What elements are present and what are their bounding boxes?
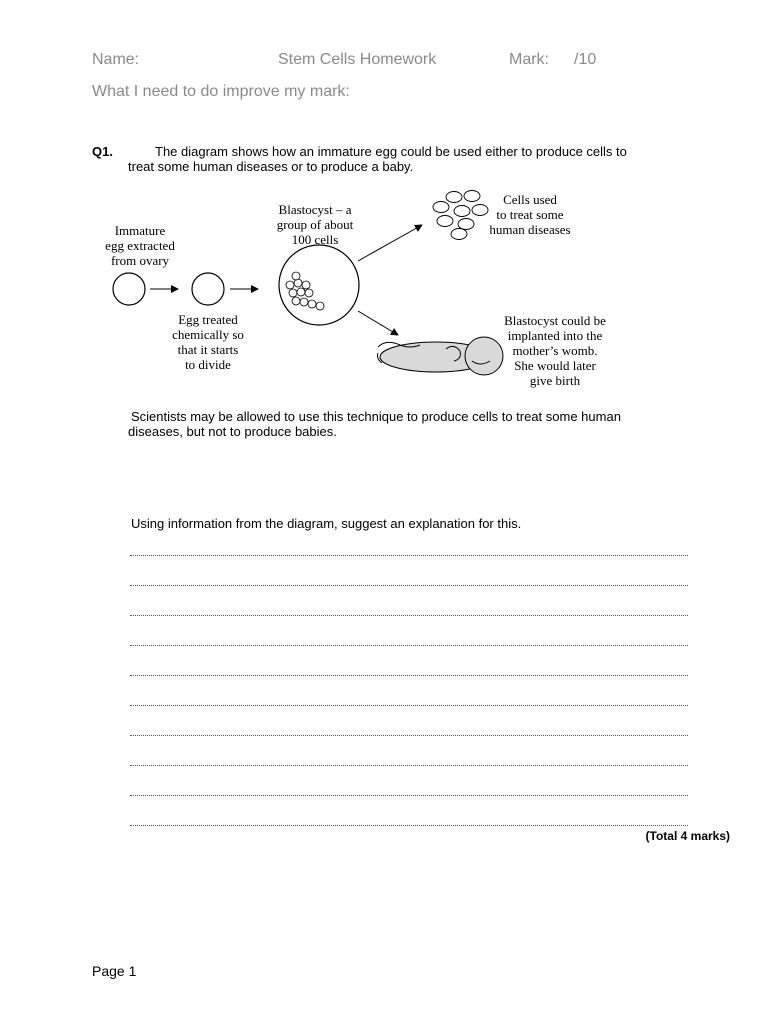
question-intro-line2: treat some human diseases or to produce a baby. (128, 159, 414, 174)
label-cells-used: Cells used to treat some human diseases (489, 192, 571, 237)
treated-egg-cell (192, 273, 224, 305)
answer-line[interactable] (130, 614, 688, 616)
label-blastocyst: Blastocyst – a group of about 100 cells (276, 202, 354, 247)
answer-line[interactable] (130, 824, 688, 826)
mark-label: Mark: (509, 51, 549, 68)
answer-line[interactable] (130, 704, 688, 706)
page-number: Page 1 (92, 963, 137, 979)
immature-egg-cell (113, 273, 145, 305)
label-implanted: Blastocyst could be implanted into the mother’s womb. She would later give birth (504, 313, 606, 388)
question-intro-line1: The diagram shows how an immature egg could be used either to produce cells to (155, 144, 627, 159)
improve-label: What I need to do improve my mark: (92, 83, 350, 100)
blastocyst (279, 245, 359, 325)
page-title: Stem Cells Homework (278, 51, 437, 68)
answer-line[interactable] (130, 584, 688, 586)
label-egg-treated: Egg treated chemically so that it starts to divide (172, 312, 244, 372)
answer-line[interactable] (130, 794, 688, 796)
answer-line[interactable] (130, 554, 688, 556)
name-label: Name: (92, 51, 140, 68)
statement-line1: Scientists may be allowed to use this technique to produce cells to treat some human (131, 409, 621, 424)
statement-line2: diseases, but not to produce babies. (128, 424, 337, 439)
answer-line[interactable] (130, 734, 688, 736)
arrow-to-treatment-cells (358, 225, 422, 261)
answer-line[interactable] (130, 674, 688, 676)
question-prompt: Using information from the diagram, suggest an explanation for this. (131, 516, 522, 531)
answer-line[interactable] (130, 764, 688, 766)
mark-total: /10 (574, 51, 597, 68)
baby-illustration (378, 337, 504, 375)
answer-line[interactable] (130, 644, 688, 646)
label-immature-egg: Immature egg extracted from ovary (105, 223, 175, 268)
total-marks: (Total 4 marks) (645, 829, 730, 843)
stem-cell-diagram (100, 185, 660, 395)
question-number: Q1. (92, 144, 113, 159)
arrow-to-baby (358, 311, 398, 335)
